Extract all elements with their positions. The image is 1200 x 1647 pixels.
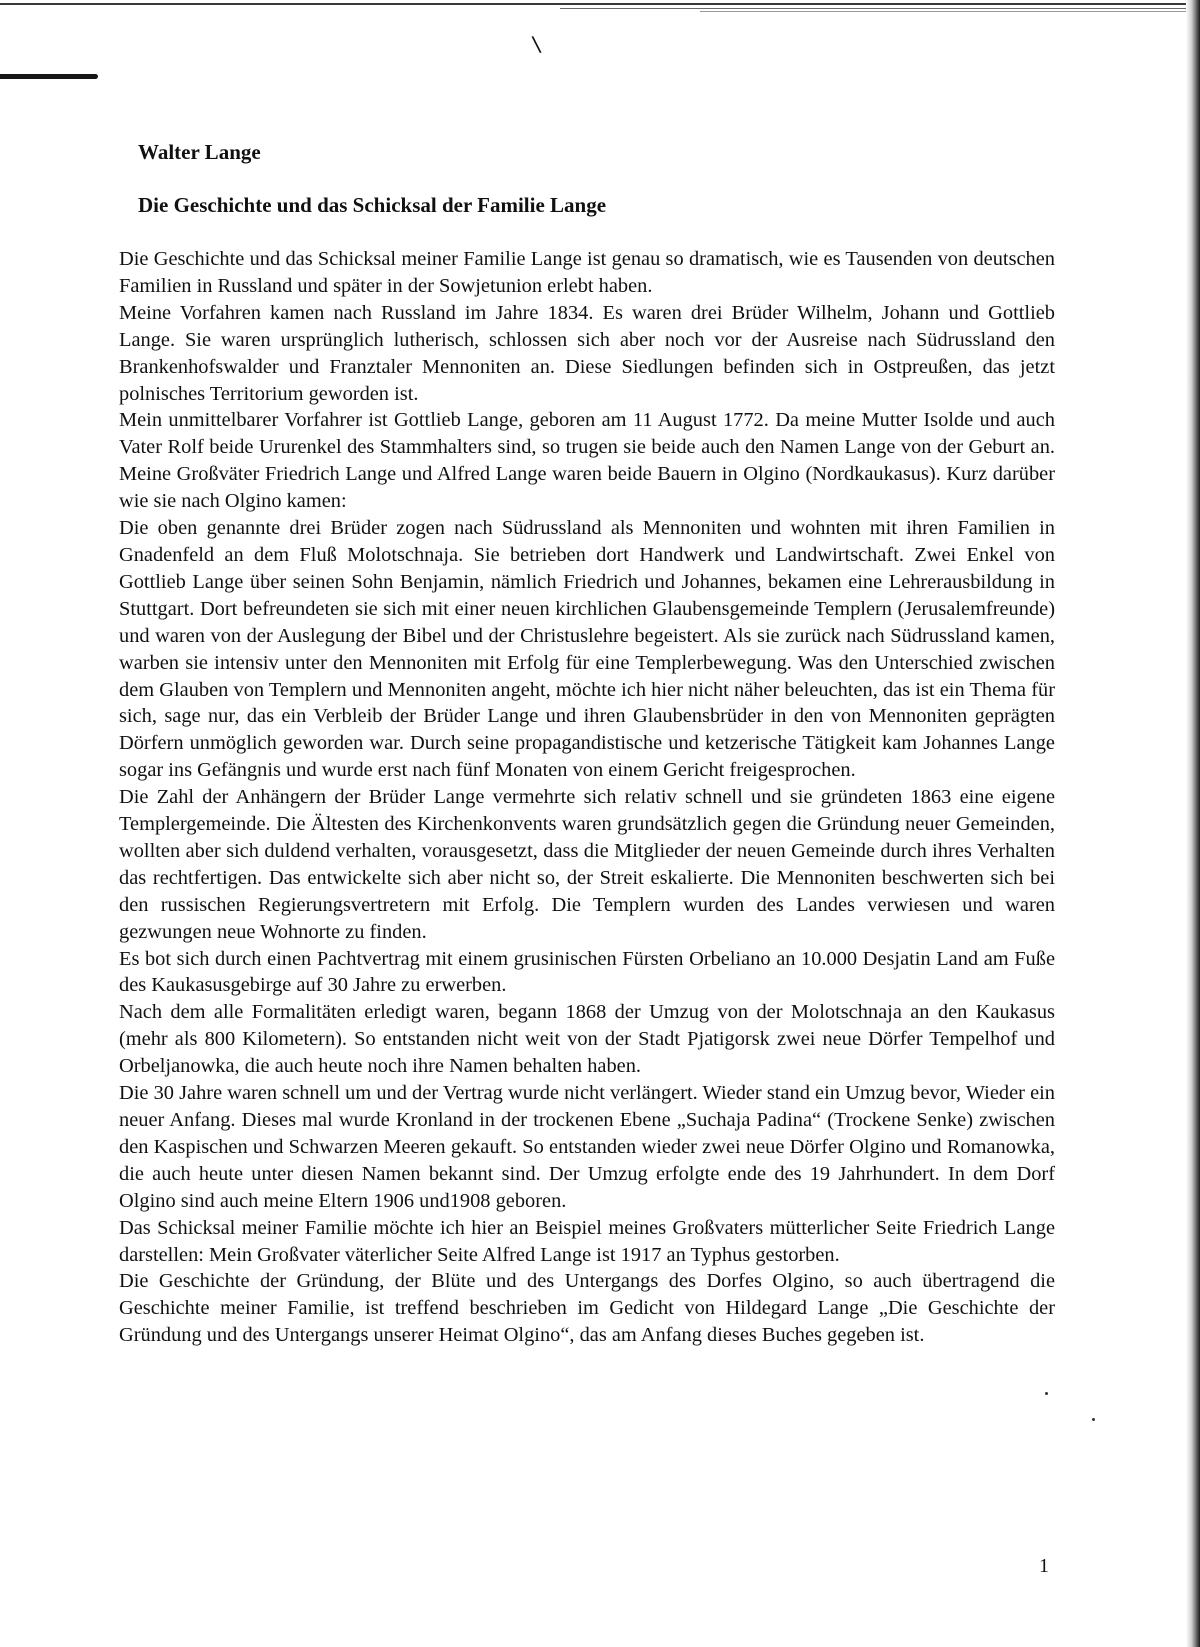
- scan-right-edge: [1186, 0, 1200, 1647]
- paragraph: Die Geschichte und das Schicksal meiner Familie Lange ist genau so dramatisch, wie es Tausenden von deutschen Familien in Russland und später in der Sowjetunion erlebt haben.: [119, 248, 1055, 297]
- document-title: Die Geschichte und das Schicksal der Familie Lange: [138, 193, 607, 218]
- scan-edge-lines: [0, 0, 1200, 14]
- scan-line: [700, 11, 1200, 12]
- scan-speck: [1045, 1392, 1048, 1395]
- paragraph: Es bot sich durch einen Pachtvertrag mit einem grusinischen Fürsten Orbeliano an 10.000 Desjatin Land am Fuße des Kaukasusgebirge auf 30 Jahre zu erwerben.: [119, 947, 1055, 997]
- document-header: [138, 140, 1038, 218]
- paragraph: Das Schicksal meiner Familie möchte ich hier an Beispiel meines Großvaters mütterlicher Seite Friedrich Lange darstellen: Mein Großvater väterlicher Seite Alfred Lange ist 1917 an Typhus gestorben.: [119, 1216, 1055, 1266]
- page-number: 1: [1039, 1555, 1049, 1577]
- paragraph: Die Zahl der Anhängern der Brüder Lange vermehrte sich relativ schnell und sie gründeten 1863 eine eigene Templergemeinde. Die Ältesten des Kirchenkonvents waren grundsätzlich gegen die Gründung neuer Gemeinden, wollten aber sich duldend verhalten, vorausgesetzt, dass die Mitglieder der neuen Gemeinde durch ihres Verhalten das rechtfertigen. Das entwickelte sich aber nicht so, der Streit eskalierte. Die Mennoniten beschwerten sich bei den russischen Regierungsvertretern mit Erfolg. Die Templern wurden des Landes verwiesen und waren gezwungen neue Wohnorte zu finden.: [119, 786, 1055, 943]
- paragraph: Die oben genannte drei Brüder zogen nach Südrussland als Mennoniten und wohnten mit ihren Familien in Gnadenfeld an dem Fluß Molotschnaja. Sie betrieben dort Handwerk und Landwirtschaft. Zwei Enkel von Gottlieb Lange über seinen Sohn Benjamin, nämlich Friedrich und Johannes, bekamen eine Lehrerausbildung in Stuttgart. Dort befreundeten sie sich mit einer neuen kirchlichen Glaubensgemeinde Templern (Jerusalemfreunde) und waren von der Auslegung der Bibel und der Christuslehre begeistert. Als sie zurück nach Südrussland kamen, warben sie intensiv unter den Mennoniten mit Erfolg für eine Templerbewegung. Was den Unterschied zwischen dem Glauben von Templern und Mennoniten angeht, möchte ich hier nicht näher beleuchten, das ist ein Thema für sich, sage nur, das ein Verbleib der Brüder Lange und ihren Glaubensbrüder in den von Mennoniten geprägten Dörfern unmöglich geworden war. Durch seine propagandistische und ketzerische Tätigkeit kam Johannes Lange sogar ins Gefängnis und wurde erst nach fünf Monaten von einem Gericht freigesprochen.: [119, 517, 1055, 782]
- margin-mark: [0, 74, 98, 79]
- top-handwritten-mark: \: [530, 29, 543, 60]
- paragraph: Mein unmittelbarer Vorfahrer ist Gottlieb Lange, geboren am 11 August 1772. Da meine Mutter Isolde und auch Vater Rolf beide Ururenkel des Stammhalters sind, so trugen sie beide auch den Namen Lange von der Geburt an. Meine Großväter Friedrich Lange und Alfred Lange waren beide Bauern in Olgino (Nordkaukasus). Kurz darüber wie sie nach Olgino kamen:: [119, 409, 1055, 513]
- author-name: Walter Lange: [138, 140, 261, 164]
- document-body: [119, 246, 1055, 1349]
- scan-line: [560, 8, 1200, 9]
- paragraph: Meine Vorfahren kamen nach Russland im Jahre 1834. Es waren drei Brüder Wilhelm, Johann und Gottlieb Lange. Sie waren ursprünglich lutherisch, schlossen sich aber noch vor der Ausreise nach Südrussland den Brankenhofswalder und Franztaler Mennoniten an. Diese Siedlungen befinden sich in Ostpreußen, das jetzt polnisches Territorium geworden ist.: [119, 301, 1055, 405]
- paragraph: Die 30 Jahre waren schnell um und der Vertrag wurde nicht verlängert. Wieder stand ein Umzug bevor, Wieder ein neuer Anfang. Dieses mal wurde Kronland in der trockenen Ebene „Suchaja Padina“ (Trockene Senke) zwischen den Kaspischen und Schwarzen Meeren gekauft. So entstanden wieder zwei neue Dörfer Olgino und Romanowka, die auch heute unter diesen Namen bekannt sind. Der Umzug erfolgte ende des 19 Jahrhundert. In dem Dorf Olgino sind auch meine Eltern 1906 und1908 geboren.: [119, 1082, 1055, 1212]
- scan-speck: [1092, 1418, 1095, 1421]
- paragraph: Nach dem alle Formalitäten erledigt waren, begann 1868 der Umzug von der Molotschnaja an den Kaukasus (mehr als 800 Kilometern). So entstanden nicht weit von der Stadt Pjatigorsk zwei neue Dörfer Tempelhof und Orbeljanowka, die auch heute noch ihre Namen behalten haben.: [119, 1001, 1055, 1078]
- scan-line: [0, 3, 1200, 5]
- paragraph: Die Geschichte der Gründung, der Blüte und des Untergangs des Dorfes Olgino, so auch übertragend die Geschichte meiner Familie, ist treffend beschrieben im Gedicht von Hildegard Lange „Die Geschichte der Gründung und des Untergangs unserer Heimat Olgino“, das am Anfang dieses Buches gegeben ist.: [119, 1270, 1055, 1347]
